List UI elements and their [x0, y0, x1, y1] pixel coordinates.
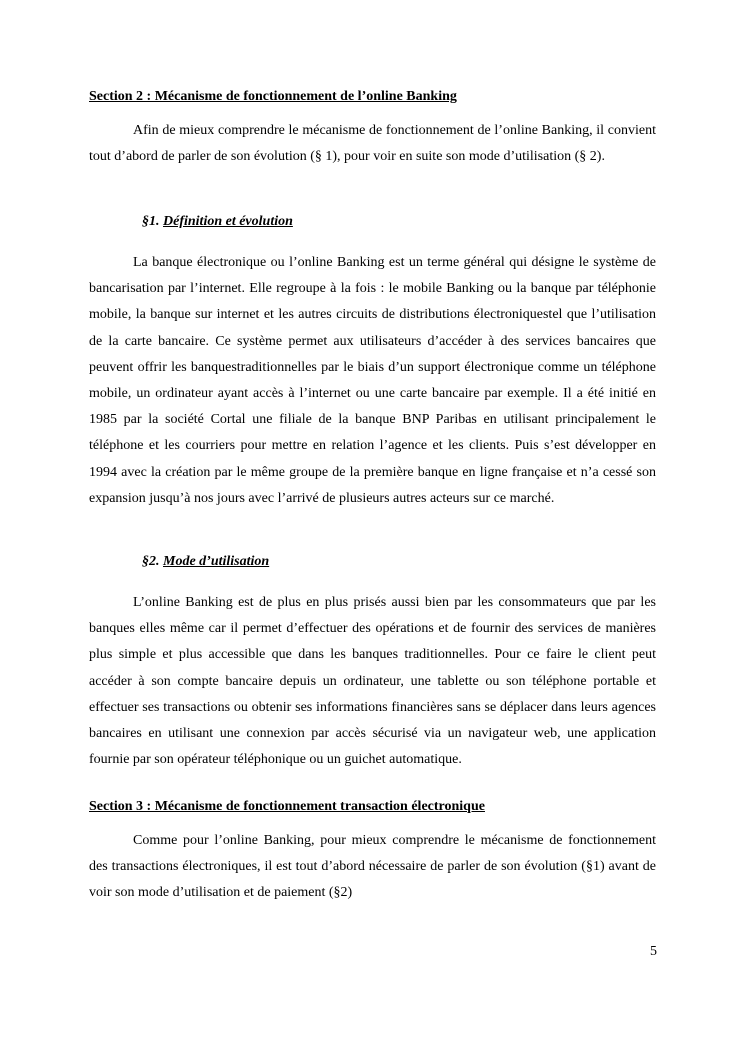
subsection-1-title: Définition et évolution — [163, 214, 293, 229]
subsection-1-heading — [142, 214, 293, 230]
section-2-intro-paragraph: Afin de mieux comprendre le mécanisme de fonctionnement de l’online Banking, il convient tout d’abord de parler de son évolution (§ 1), pour voir en suite son mode d’utilisation (§ 2). — [89, 123, 656, 165]
subsection-2-body-paragraph: L’online Banking est de plus en plus prisés aussi bien par les consommateurs que par les banques elles même car il permet d’effectuer des opérations et de fournir des services de manières plus simple et plus accessible que dans les banques traditionnelles. Pour ce faire le client peut accéder à son compte bancaire depuis un ordinateur, une tablette ou son téléphone portable et effectuer ses transactions ou obtenir ses informations financières sans se déplacer dans leurs agences bancaires en utilisant une connexion par accès sécurisé via un navigateur web, une application fournie par son opérateur téléphonique ou un guichet automatique. — [89, 595, 656, 768]
page-number: 5 — [650, 944, 657, 959]
subsection-1-number: §1. — [142, 214, 160, 229]
subsection-2-number: §2. — [142, 554, 160, 569]
subsection-2-title: Mode d’utilisation — [163, 554, 270, 569]
section-3-heading: Section 3 : Mécanisme de fonctionnement transaction électronique — [89, 799, 485, 814]
subsection-1-body-paragraph: La banque électronique ou l’online Banking est un terme général qui désigne le système de bancarisation par l’internet. Elle regroupe à la fois : le mobile Banking ou la banque par téléphonie mobile, la banque sur internet et les autres circuits de distributions électroniquestel que l’utilisation de la carte bancaire. Ce système permet aux utilisateurs d’accéder à des services bancaires que peuvent offrir les banquestraditionnelles par le biais d’un support électronique comme un téléphone mobile, un ordinateur ayant accès à l’internet ou une carte bancaire par exemple. Il a été initié en 1985 par la société Cortal une filiale de la banque BNP Paribas en utilisant principalement le téléphone et les courriers pour mettre en relation l’agence et les clients. Puis s’est développer en 1994 avec la création par le même groupe de la première banque en ligne française et n’a cessé son expansion jusqu’à nos jours avec l’arrivé de plusieurs autres acteurs sur ce marché. — [89, 255, 656, 506]
section-3-intro-paragraph: Comme pour l’online Banking, pour mieux comprendre le mécanisme de fonctionnement des transactions électroniques, il est tout d’abord nécessaire de parler de son évolution (§1) avant de voir son mode d’utilisation et de paiement (§2) — [89, 833, 656, 901]
section-2-heading: Section 2 : Mécanisme de fonctionnement de l’online Banking — [89, 89, 457, 104]
subsection-2-heading — [142, 554, 269, 570]
